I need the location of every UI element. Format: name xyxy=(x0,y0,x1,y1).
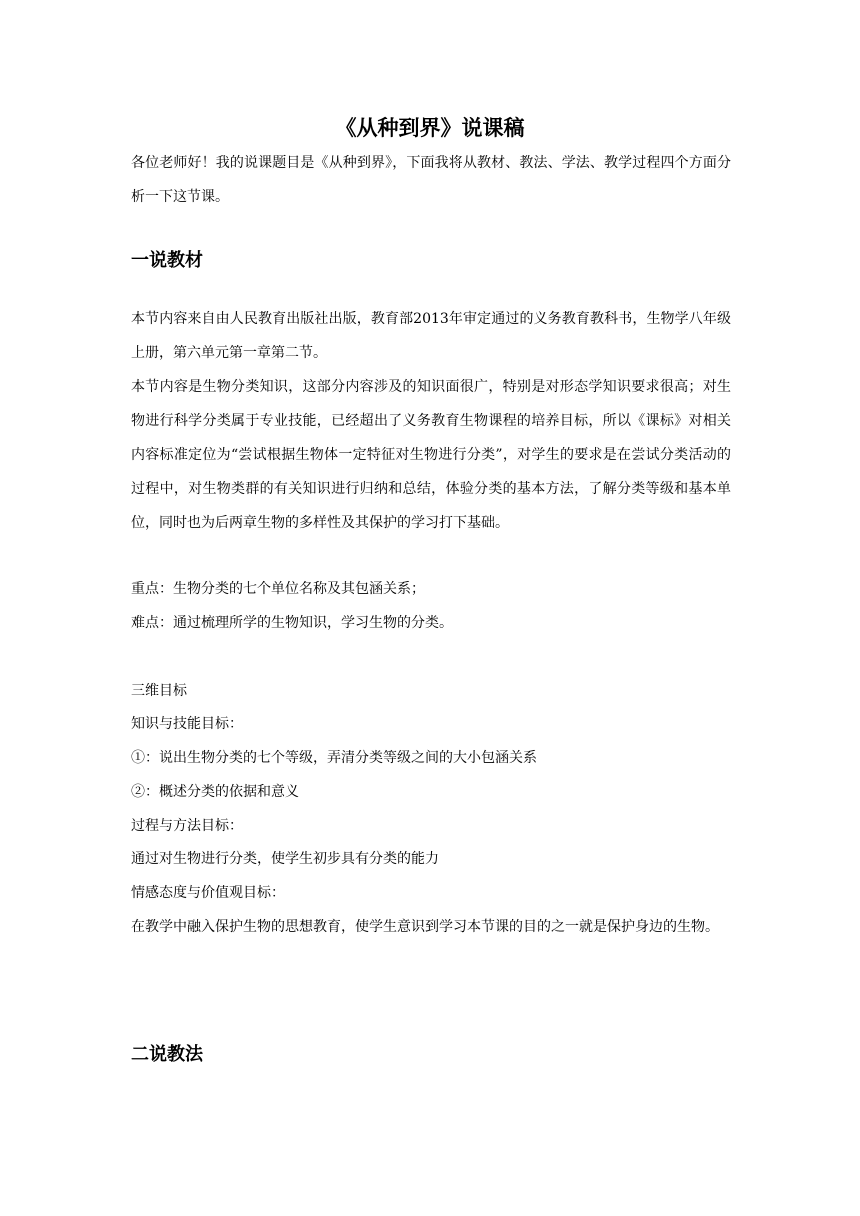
process-goal-item-1: 通过对生物进行分类，使学生初步具有分类的能力 xyxy=(131,851,439,867)
emotion-goal-title: 情感态度与价值观目标： xyxy=(131,885,285,901)
section-heading-teaching-method: 二说教法 xyxy=(131,1044,203,1065)
section-heading-materials: 一说教材 xyxy=(131,250,203,271)
emotion-goal-paragraph: 在教学中融入保护生物的思想教育，使学生意识到学习本节课的目的之一就是保护身边的生物。 xyxy=(131,919,719,935)
key-point-line: 重点：生物分类的七个单位名称及其包涵关系； xyxy=(131,581,425,597)
material-source-paragraph: 本节内容来自由人民教育出版社出版，教育部2013年审定通过的义务教育教科书，生物学八年级上册，第六单元第一章第二节。 xyxy=(131,311,731,361)
material-analysis-paragraph: 本节内容是生物分类知识，这部分内容涉及的知识面很广，特别是对形态学知识要求很高；对生物进行科学分类属于专业技能，已经超出了义务教育生物课程的培养目标，所以《课标》对相关内容标准定位为“尝试根据生物体一定特征对生物进行分类”，对学生的要求是在尝试分类活动的过程中，对生物类群的有关知识进行归纳和总结，体验分类的基本方法，了解分类等级和基本单位，同时也为后两章生物的多样性及其保护的学习打下基础。 xyxy=(131,379,731,531)
process-goal-title: 过程与方法目标： xyxy=(131,818,243,834)
intro-paragraph: 各位老师好！我的说课题目是《从种到界》，下面我将从教材、教法、学法、教学过程四个方面分析一下这节课。 xyxy=(131,155,731,205)
document-title: 《从种到界》说课稿 xyxy=(335,115,525,140)
knowledge-goal-item-1: ①：说出生物分类的七个等级，弄清分类等级之间的大小包涵关系 xyxy=(131,750,537,766)
knowledge-goal-title: 知识与技能目标： xyxy=(131,716,243,732)
knowledge-goal-item-2: ②：概述分类的依据和意义 xyxy=(131,784,299,800)
difficulty-line: 难点：通过梳理所学的生物知识，学习生物的分类。 xyxy=(131,615,453,631)
goals-title: 三维目标 xyxy=(131,683,187,699)
